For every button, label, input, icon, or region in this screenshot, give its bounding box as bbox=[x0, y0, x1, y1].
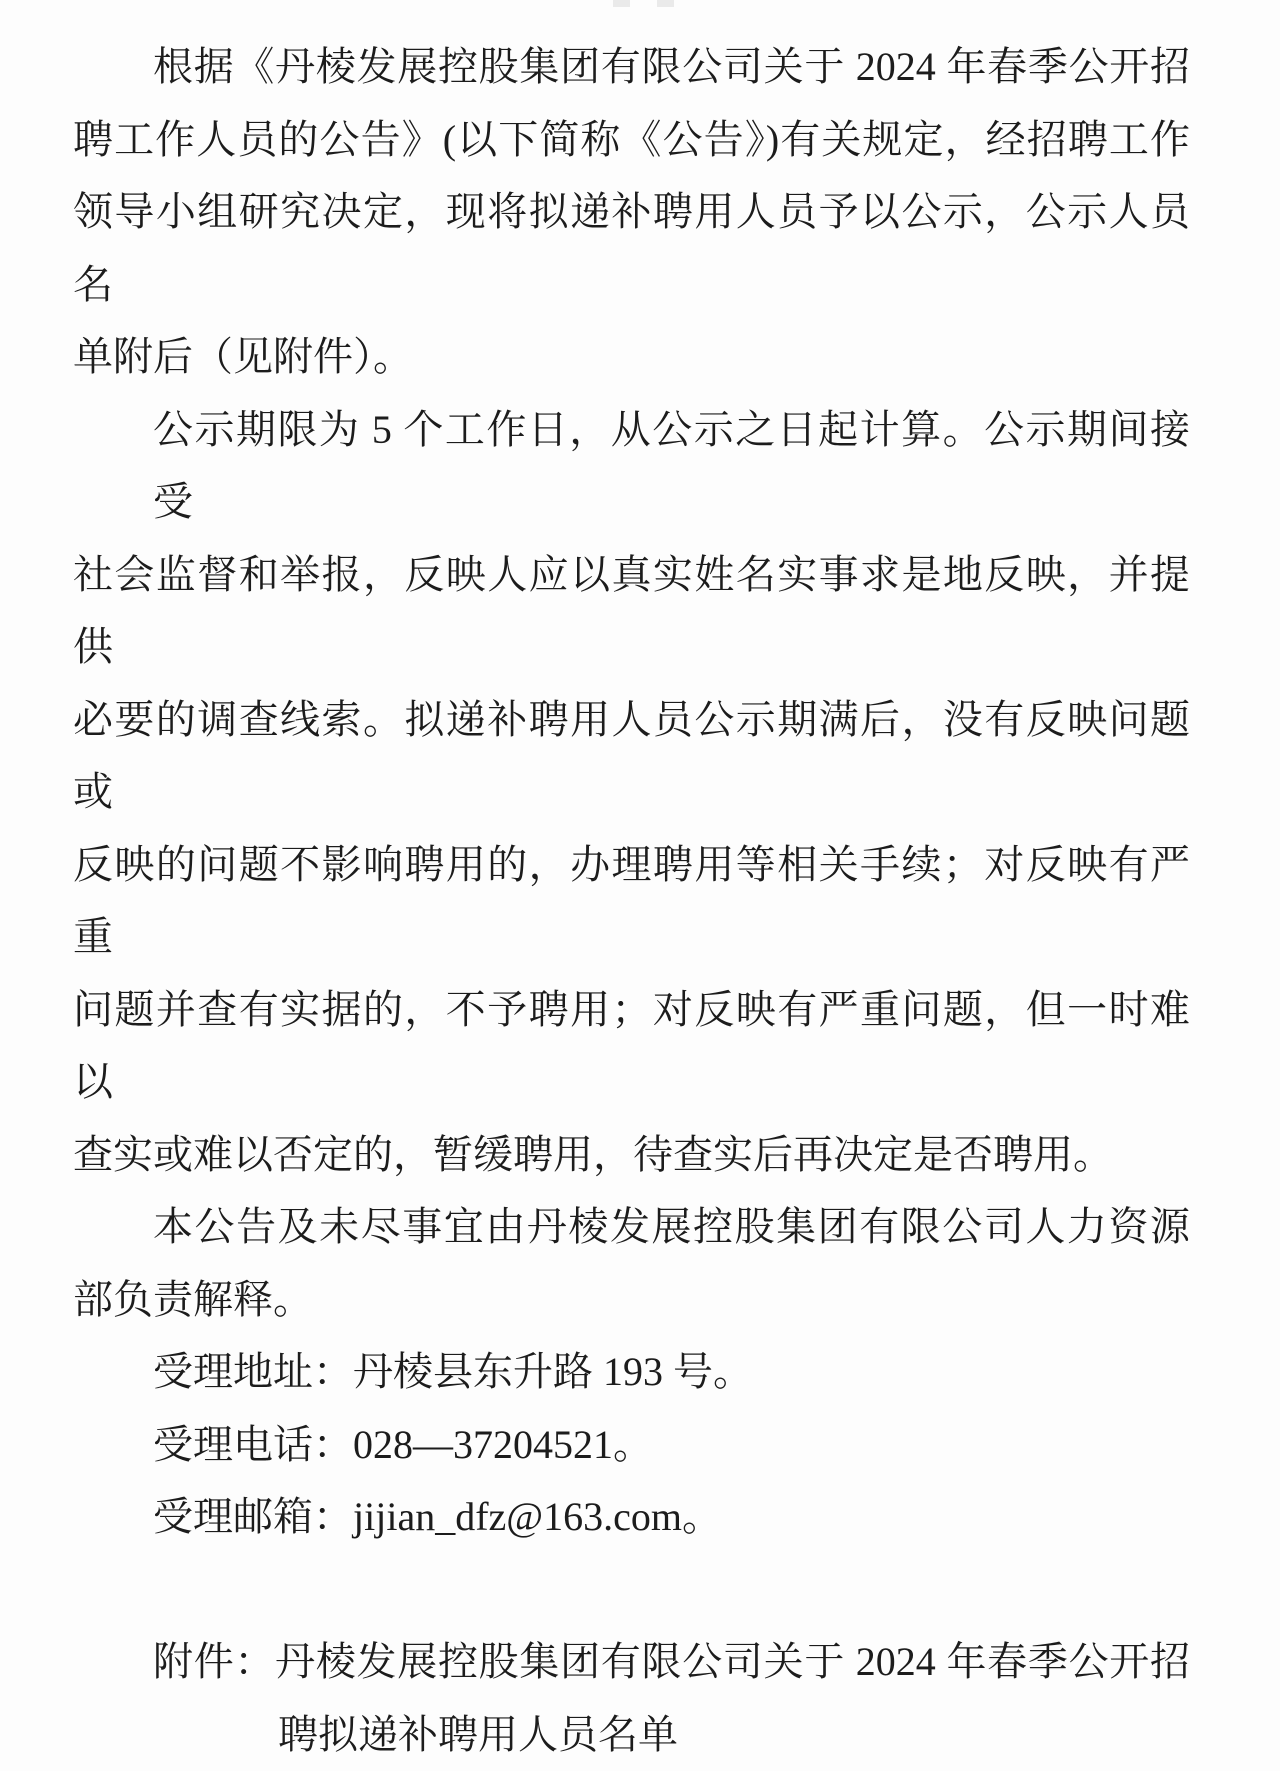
paragraph-address bbox=[73, 1336, 1190, 1409]
text-line: 受理地址：丹棱县东升路 193 号。 bbox=[73, 1336, 1190, 1409]
text-line: 领导小组研究决定，现将拟递补聘用人员予以公示，公示人员名 bbox=[73, 176, 1190, 321]
text-line: 受理邮箱：jijian_dfz@163.com。 bbox=[73, 1481, 1190, 1554]
text-line: 公示期限为 5 个工作日，从公示之日起计算。公示期间接受 bbox=[73, 394, 1190, 539]
text-line: 查实或难以否定的，暂缓聘用，待查实后再决定是否聘用。 bbox=[73, 1119, 1190, 1192]
text-line: 社会监督和举报，反映人应以真实姓名实事求是地反映，并提供 bbox=[73, 539, 1190, 684]
paragraph-email bbox=[73, 1481, 1190, 1554]
text-line: 根据《丹棱发展控股集团有限公司关于 2024 年春季公开招 bbox=[73, 31, 1190, 104]
text-line: 聘拟递补聘用人员名单 bbox=[73, 1699, 1190, 1771]
paragraph-publicity-period bbox=[73, 394, 1190, 1192]
paragraph-basis bbox=[73, 31, 1190, 394]
text-line: 本公告及未尽事宜由丹棱发展控股集团有限公司人力资源 bbox=[73, 1191, 1190, 1264]
text-line: 单附后（见附件）。 bbox=[73, 321, 1190, 394]
cropped-glyph-fragment bbox=[613, 0, 630, 7]
text-line: 必要的调查线索。拟递补聘用人员公示期满后，没有反映问题或 bbox=[73, 684, 1190, 829]
paragraph-attachment bbox=[73, 1626, 1190, 1771]
text-line: 问题并查有实据的，不予聘用；对反映有严重问题，但一时难以 bbox=[73, 974, 1190, 1119]
text-line: 聘工作人员的公告》(以下简称《公告》)有关规定，经招聘工作 bbox=[73, 104, 1190, 177]
paragraph-interpretation bbox=[73, 1191, 1190, 1336]
blank-line bbox=[73, 1554, 1190, 1627]
blank-line bbox=[73, 1554, 1190, 1627]
text-line: 受理电话：028—37204521。 bbox=[73, 1409, 1190, 1482]
cropped-glyph-fragment bbox=[657, 0, 674, 7]
text-line: 附件：丹棱发展控股集团有限公司关于 2024 年春季公开招 bbox=[73, 1626, 1190, 1699]
document-body bbox=[73, 31, 1190, 1771]
text-line: 反映的问题不影响聘用的，办理聘用等相关手续；对反映有严重 bbox=[73, 829, 1190, 974]
text-line: 部负责解释。 bbox=[73, 1264, 1190, 1337]
paragraph-phone bbox=[73, 1409, 1190, 1482]
